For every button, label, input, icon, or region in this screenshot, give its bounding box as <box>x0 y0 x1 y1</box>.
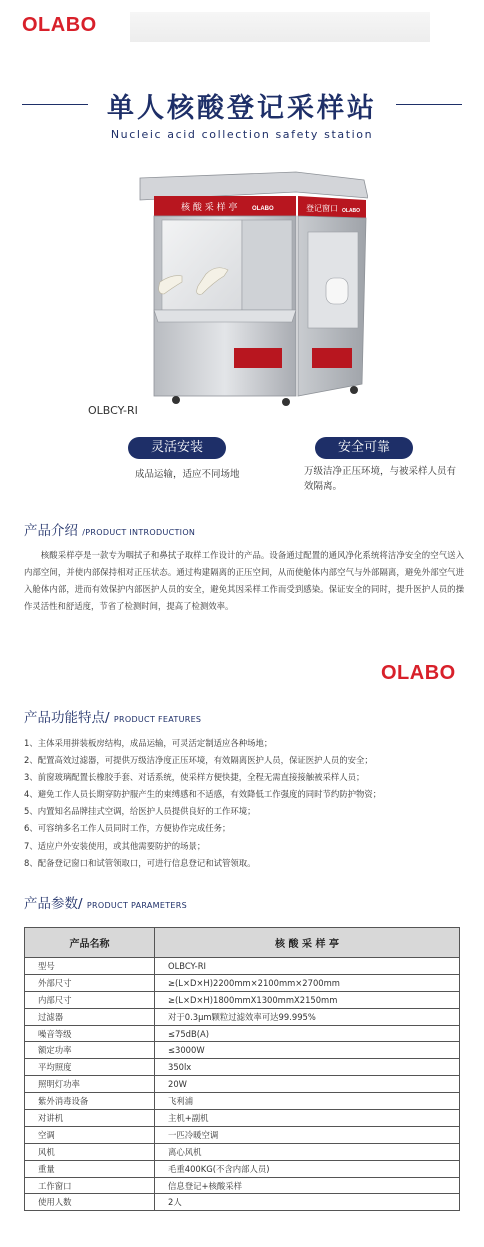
highlight-badge-flexible: 灵活安装 <box>128 437 226 459</box>
table-row <box>25 958 460 975</box>
table-header-value: 核 酸 采 样 亭 <box>155 928 460 958</box>
booth-sign-right-text: 登记窗口 <box>306 204 338 213</box>
table-row <box>25 1025 460 1042</box>
brand-logo: OLABO <box>22 14 97 36</box>
wheel-2 <box>282 398 290 406</box>
section-heading-features-cn: 产品功能特点/ <box>24 710 110 726</box>
param-key: 平均照度 <box>25 1059 155 1076</box>
feature-item: 7、适应户外安装使用，或其他需要防护的场景； <box>24 840 206 851</box>
table-row <box>25 1126 460 1143</box>
table-header-row <box>25 928 460 958</box>
param-value: 信息登记+核酸采样 <box>155 1177 460 1194</box>
section-heading-params-cn: 产品参数/ <box>24 896 83 912</box>
param-key: 对讲机 <box>25 1110 155 1127</box>
header-banner-shade <box>130 12 430 42</box>
section-heading-intro-en: /PRODUCT INTRODUCTION <box>82 528 196 537</box>
booth-glass-left <box>162 220 242 310</box>
table-row <box>25 1042 460 1059</box>
table-row <box>25 1008 460 1025</box>
table-row <box>25 1194 460 1211</box>
front-label-panel <box>234 348 282 368</box>
param-key: 紫外消毒设备 <box>25 1093 155 1110</box>
param-value: ≤3000W <box>155 1042 460 1059</box>
page-title: 单人核酸登记采样站 <box>107 93 377 124</box>
side-window-hatch <box>326 278 348 304</box>
param-value: 2人 <box>155 1194 460 1211</box>
param-value: 毛重400KG(不含内部人员) <box>155 1160 460 1177</box>
section-heading-intro <box>24 519 195 539</box>
param-key: 空调 <box>25 1126 155 1143</box>
model-label: OLBCY-RI <box>88 404 138 417</box>
feature-item: 4、避免工作人员长期穿防护服产生的束缚感和不适感，有效降低工作强度的同时节约防护物资； <box>24 789 382 800</box>
section-heading-features <box>24 706 201 726</box>
intro-paragraph: 核酸采样亭是一款专为咽拭子和鼻拭子取样工作设计的产品。设备通过配置的通风净化系统将洁净安全的空气送入内部空间，并使内部保持相对正压状态。通过构建隔离的正压空间，从而使舱体内部空气与外部隔离，避免外部空气进入舱体内部，进而有效保护内部医护人员的安全，避免其因采样工作而受到感染。保证安全的同时，提升医护人员的操作灵活性和舒适度，节省了检测时间，提高了检测效率。 <box>24 550 464 611</box>
param-key: 外部尺寸 <box>25 974 155 991</box>
param-key: 噪音等级 <box>25 1025 155 1042</box>
section-heading-params <box>24 892 187 912</box>
table-row <box>25 1143 460 1160</box>
param-value: ≤75dB(A) <box>155 1025 460 1042</box>
param-key: 内部尺寸 <box>25 991 155 1008</box>
param-value: 一匹冷暖空调 <box>155 1126 460 1143</box>
feature-item: 1、主体采用拼装板房结构，成品运输，可灵活定制适应各种场地； <box>24 738 273 748</box>
table-header-key: 产品名称 <box>25 928 155 958</box>
booth-glass-right <box>242 220 292 310</box>
param-key: 型号 <box>25 958 155 975</box>
table-row <box>25 1160 460 1177</box>
feature-item: 6、可容纳多名工作人员同时工作，方便协作完成任务； <box>24 823 231 834</box>
table-row <box>25 1059 460 1076</box>
table-row <box>25 1110 460 1127</box>
booth-roof <box>140 172 368 200</box>
title-rule-right <box>396 104 462 105</box>
params-table <box>24 927 460 1211</box>
booth-sign-left-brand: OLABO <box>252 206 274 212</box>
feature-item: 2、配置高效过滤器，可提供万级洁净度正压环境，有效隔离医护人员，保证医护人员的安全； <box>24 755 373 766</box>
section-heading-params-en: PRODUCT PARAMETERS <box>86 901 187 910</box>
param-key: 使用人数 <box>25 1194 155 1211</box>
table-row <box>25 991 460 1008</box>
side-label-panel <box>312 348 352 368</box>
product-image <box>136 170 368 410</box>
feature-item: 5、内置知名品牌挂式空调，给医护人员提供良好的工作环境； <box>24 806 256 817</box>
wheel-3 <box>350 386 358 394</box>
param-value: 350lx <box>155 1059 460 1076</box>
section-heading-intro-cn: 产品介绍 <box>24 523 78 539</box>
features-list <box>24 735 474 872</box>
brand-logo-secondary: OLABO <box>381 662 456 684</box>
table-row <box>25 974 460 991</box>
param-key: 工作窗口 <box>25 1177 155 1194</box>
booth-sign-left-text: 核 酸 采 样 亭 <box>181 203 238 213</box>
wheel-1 <box>172 396 180 404</box>
booth-shelf <box>154 310 296 322</box>
param-value: ≥(L×D×H)1800mmX1300mmX2150mm <box>155 991 460 1008</box>
highlight-badge-safe: 安全可靠 <box>315 437 413 459</box>
param-value: 对于0.3μm颗粒过滤效率可达99.995% <box>155 1008 460 1025</box>
table-row <box>25 1076 460 1093</box>
param-value: 离心风机 <box>155 1143 460 1160</box>
feature-item: 8、配备登记窗口和试管领取口，可进行信息登记和试管领取。 <box>24 857 256 868</box>
highlight-desc-safe: 万级洁净正压环境，与被采样人员有效隔离。 <box>304 466 457 492</box>
table-row <box>25 1177 460 1194</box>
param-key: 过滤器 <box>25 1008 155 1025</box>
param-value: OLBCY-RI <box>155 958 460 975</box>
param-value: 飞利浦 <box>155 1093 460 1110</box>
param-value: 20W <box>155 1076 460 1093</box>
highlight-desc-flexible: 成品运输，适应不同场地 <box>135 469 240 480</box>
param-key: 照明灯功率 <box>25 1076 155 1093</box>
param-value: 主机+副机 <box>155 1110 460 1127</box>
booth-sign-right-brand: OLABO <box>342 208 361 214</box>
section-heading-features-en: PRODUCT FEATURES <box>113 715 202 724</box>
param-key: 额定功率 <box>25 1042 155 1059</box>
table-row <box>25 1093 460 1110</box>
page-subtitle: Nucleic acid collection safety station <box>110 128 374 141</box>
param-key: 重量 <box>25 1160 155 1177</box>
param-value: ≥(L×D×H)2200mm×2100mm×2700mm <box>155 974 460 991</box>
feature-item: 3、前窗玻璃配置长橡胶手套、对话系统，使采样方便快捷，全程无需直接接触被采样人员； <box>24 772 365 783</box>
param-key: 风机 <box>25 1143 155 1160</box>
